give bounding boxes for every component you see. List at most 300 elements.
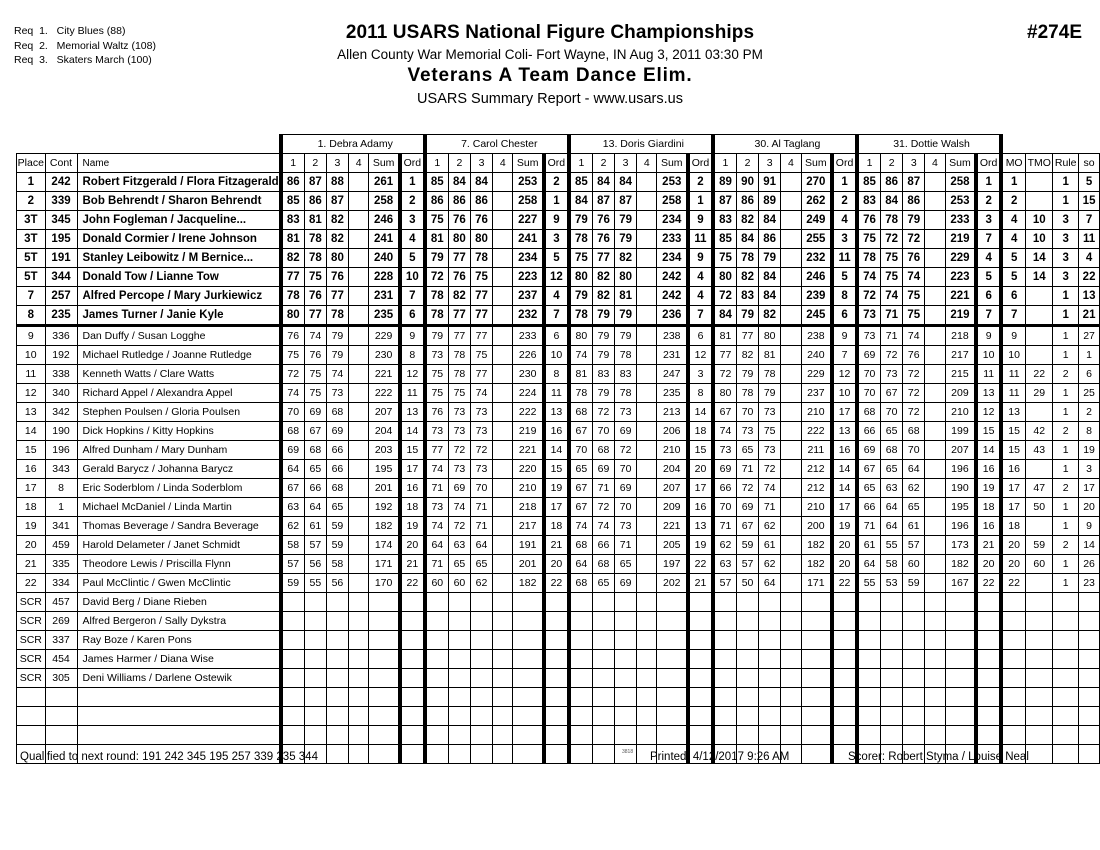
cell-judge-score: 73 [448,422,470,441]
cell-judge-score: 81 [615,287,637,306]
cell-mo: 15 [1001,422,1026,441]
cell-judge-score [493,346,513,365]
cell-judge-sum: 182 [801,536,832,555]
cell-judge-score [615,593,637,612]
cell-judge-score [493,403,513,422]
cell-so: 11 [1079,230,1100,249]
cell-judge-score [493,306,513,326]
cell-judge-score [637,230,657,249]
cell-judge-score: 73 [326,384,348,403]
cell-judge-ord: 7 [544,306,569,326]
cell-judge-score: 53 [881,574,903,593]
cell-cont: 344 [45,268,77,287]
cell-place: 21 [17,555,46,574]
spacer-cell [77,135,281,154]
cell-cont: 334 [45,574,77,593]
cell-rule: 1 [1053,498,1079,517]
cell-judge-ord [688,707,713,726]
col-header-ord: Ord [832,154,857,173]
cell-judge-ord: 1 [400,173,425,192]
cell-judge-score: 79 [592,346,614,365]
cell-judge-score: 71 [881,326,903,346]
table-row[interactable] [17,422,1100,441]
cell-judge-score [569,631,593,650]
cell-judge-score: 84 [448,173,470,192]
cell-judge-score: 80 [713,384,737,403]
cell-mo: 20 [1001,555,1026,574]
cell-judge-score: 77 [425,441,449,460]
cell-judge-score [637,211,657,230]
cell-judge-score: 72 [881,346,903,365]
cell-judge-score: 76 [326,268,348,287]
cell-judge-score: 77 [470,365,492,384]
spacer-cell [1026,135,1053,154]
cell-name [77,688,281,707]
table-row[interactable] [17,460,1100,479]
cell-judge-score: 70 [737,403,759,422]
cell-judge-score [903,593,925,612]
cell-cont: 342 [45,403,77,422]
cell-judge-score [592,631,614,650]
cell-place: 12 [17,384,46,403]
cell-judge-score [925,306,945,326]
cell-judge-score: 61 [304,517,326,536]
cell-tmo [1026,574,1053,593]
cell-judge-score: 59 [281,574,305,593]
table-row[interactable] [17,384,1100,403]
cell-judge-sum [369,612,400,631]
cell-cont: 341 [45,517,77,536]
table-row[interactable] [17,249,1100,268]
cell-judge-sum: 229 [801,365,832,384]
cell-judge-score [925,192,945,211]
table-row[interactable] [17,230,1100,249]
cell-so: 22 [1079,268,1100,287]
cell-judge-score: 75 [470,268,492,287]
col-header-judge-score-1: 1 [281,154,305,173]
cell-place: 3T [17,230,46,249]
cell-judge-sum: 235 [657,384,688,403]
cell-judge-score [493,384,513,403]
cell-judge-score: 78 [425,306,449,326]
cell-judge-score [637,707,657,726]
cell-judge-score: 59 [903,574,925,593]
cell-judge-score [781,479,801,498]
cell-judge-score: 83 [592,365,614,384]
col-header-judge-score-3: 3 [759,154,781,173]
table-row[interactable] [17,268,1100,287]
cell-judge-sum: 190 [945,479,976,498]
cell-judge-ord: 20 [400,536,425,555]
cell-judge-ord: 17 [688,479,713,498]
cell-judge-score: 56 [326,574,348,593]
cell-mo [1001,650,1026,669]
cell-tmo [1026,460,1053,479]
cell-rule: 3 [1053,211,1079,230]
cell-judge-score: 87 [903,173,925,192]
col-header-sum: Sum [657,154,688,173]
cell-judge-score: 72 [713,365,737,384]
cell-judge-score: 87 [326,192,348,211]
cell-judge-score [493,287,513,306]
cell-mo: 15 [1001,441,1026,460]
cell-judge-score: 78 [569,384,593,403]
table-row[interactable] [17,479,1100,498]
cell-cont: 235 [45,306,77,326]
spacer-cell [1001,135,1026,154]
cell-judge-score: 69 [713,460,737,479]
table-row[interactable] [17,403,1100,422]
cell-judge-sum [657,707,688,726]
col-header-judge-score-4: 4 [781,154,801,173]
cell-judge-score: 76 [903,346,925,365]
cell-place: SCR [17,612,46,631]
cell-judge-score: 79 [737,306,759,326]
cell-judge-sum: 182 [945,555,976,574]
cell-judge-score: 74 [569,517,593,536]
cell-cont: 337 [45,631,77,650]
table-row[interactable] [17,669,1100,688]
cell-judge-sum: 174 [369,536,400,555]
cell-judge-score: 89 [759,192,781,211]
table-row[interactable] [17,346,1100,365]
cell-judge-sum: 196 [945,517,976,536]
table-row[interactable] [17,287,1100,306]
cell-judge-score: 80 [281,306,305,326]
cell-judge-score: 86 [281,173,305,192]
cell-judge-score: 77 [281,268,305,287]
col-header-tmo: TMO [1026,154,1053,173]
table-row[interactable] [17,517,1100,536]
cell-judge-sum: 210 [657,441,688,460]
table-row[interactable] [17,612,1100,631]
cell-judge-score [637,631,657,650]
cell-judge-score: 83 [713,211,737,230]
cell-judge-score: 59 [737,536,759,555]
cell-judge-sum: 270 [801,173,832,192]
cell-rule: 3 [1053,230,1079,249]
cell-judge-score: 79 [615,230,637,249]
cell-judge-score [592,612,614,631]
cell-judge-score: 72 [425,268,449,287]
cell-judge-ord: 7 [976,230,1001,249]
cell-so [1079,612,1100,631]
cell-judge-score: 74 [425,460,449,479]
cell-tmo [1026,346,1053,365]
cell-judge-score: 86 [470,192,492,211]
cell-judge-score: 73 [857,326,881,346]
cell-judge-sum: 237 [801,384,832,403]
cell-judge-score: 74 [470,384,492,403]
table-row[interactable] [17,574,1100,593]
cell-judge-score [781,555,801,574]
cell-judge-score: 82 [615,249,637,268]
table-row[interactable] [17,441,1100,460]
cell-judge-score [781,249,801,268]
cell-judge-score [493,574,513,593]
cell-judge-score: 68 [569,403,593,422]
cell-judge-sum: 170 [369,574,400,593]
cell-judge-score [857,631,881,650]
cell-judge-score: 75 [903,287,925,306]
cell-mo: 2 [1001,192,1026,211]
cell-judge-score: 85 [569,173,593,192]
cell-cont: 305 [45,669,77,688]
cell-judge-sum: 261 [369,173,400,192]
cell-judge-ord [544,688,569,707]
cell-place: 9 [17,326,46,346]
cell-judge-score: 88 [326,173,348,192]
cell-judge-score: 74 [903,268,925,287]
cell-judge-score: 69 [615,479,637,498]
cell-judge-score: 78 [737,249,759,268]
cell-judge-score [493,631,513,650]
cell-judge-score: 82 [326,230,348,249]
cell-judge-score [637,555,657,574]
table-row[interactable] [17,192,1100,211]
cell-mo [1001,612,1026,631]
cell-judge-sum [801,593,832,612]
cell-judge-score [493,479,513,498]
cell-judge-score [925,574,945,593]
cell-cont: 454 [45,650,77,669]
cell-judge-sum: 218 [513,498,544,517]
cell-judge-ord: 11 [688,230,713,249]
cell-judge-sum [513,726,544,745]
cell-judge-score [493,268,513,287]
spacer-cell [45,135,77,154]
cell-judge-score: 70 [857,384,881,403]
cell-judge-score [615,726,637,745]
cell-so: 5 [1079,173,1100,192]
cell-judge-sum: 226 [513,346,544,365]
cell-judge-score: 87 [615,192,637,211]
cell-judge-score [759,669,781,688]
cell-rule: 2 [1053,422,1079,441]
cell-judge-score: 77 [592,249,614,268]
cell-judge-ord: 9 [688,211,713,230]
cell-judge-score [304,593,326,612]
table-row[interactable] [17,173,1100,192]
table-row[interactable] [17,536,1100,555]
cell-judge-ord: 2 [688,173,713,192]
cell-judge-score: 80 [759,326,781,346]
table-row[interactable] [17,306,1100,326]
cell-mo [1001,631,1026,650]
cell-judge-score [637,306,657,326]
cell-judge-sum: 240 [801,346,832,365]
cell-judge-score: 77 [448,306,470,326]
cell-cont: 457 [45,593,77,612]
cell-judge-score: 65 [903,498,925,517]
cell-judge-score [493,326,513,346]
cell-judge-score [448,726,470,745]
cell-judge-score: 66 [326,460,348,479]
cell-judge-ord: 22 [544,574,569,593]
cell-judge-score: 75 [448,384,470,403]
cell-judge-score: 79 [326,346,348,365]
table-row[interactable] [17,326,1100,346]
cell-judge-score [713,707,737,726]
cell-judge-score [781,403,801,422]
cell-judge-score: 77 [470,326,492,346]
cell-tmo [1026,403,1053,422]
cell-judge-score: 79 [903,211,925,230]
cell-tmo: 60 [1026,555,1053,574]
cell-judge-ord: 9 [400,326,425,346]
cell-judge-sum [369,593,400,612]
cell-judge-score: 76 [903,249,925,268]
table-row[interactable] [17,688,1100,707]
cell-judge-score [281,688,305,707]
cell-judge-sum [945,707,976,726]
cell-judge-score [493,192,513,211]
cell-name: Theodore Lewis / Priscilla Flynn [77,555,281,574]
cell-place: 19 [17,517,46,536]
cell-judge-ord: 8 [544,365,569,384]
cell-judge-ord: 9 [688,249,713,268]
cell-judge-score: 80 [470,230,492,249]
cell-judge-score [349,688,369,707]
cell-judge-score [737,593,759,612]
judge-panel-header: 7. Carol Chester [425,135,569,154]
cell-judge-ord: 4 [832,211,857,230]
cell-judge-sum: 201 [513,555,544,574]
cell-judge-sum: 229 [369,326,400,346]
cell-tmo [1026,707,1053,726]
cell-judge-score: 70 [615,498,637,517]
cell-judge-ord [832,631,857,650]
cell-judge-score [925,631,945,650]
cell-judge-sum: 195 [945,498,976,517]
table-row[interactable] [17,631,1100,650]
cell-judge-sum: 237 [513,287,544,306]
cell-judge-ord: 19 [400,517,425,536]
cell-name: Robert Fitzgerald / Flora Fitzagerald [77,173,281,192]
cell-judge-sum: 253 [657,173,688,192]
requirement-item: Req 1. City Blues (88) [14,25,126,37]
cell-judge-score: 59 [326,536,348,555]
cell-judge-sum: 230 [513,365,544,384]
cell-judge-score: 70 [903,441,925,460]
cell-judge-score: 67 [713,403,737,422]
cell-place: 18 [17,498,46,517]
cell-judge-score: 64 [857,555,881,574]
table-row[interactable] [17,726,1100,745]
cell-mo: 11 [1001,384,1026,403]
cell-judge-score: 86 [881,173,903,192]
cell-cont: 242 [45,173,77,192]
cell-judge-ord: 4 [688,287,713,306]
cell-judge-score [759,726,781,745]
cell-judge-sum [369,688,400,707]
cell-rule [1053,612,1079,631]
cell-judge-score: 68 [592,441,614,460]
table-row[interactable] [17,211,1100,230]
cell-judge-ord: 22 [832,574,857,593]
cell-judge-score: 73 [737,422,759,441]
cell-judge-ord: 16 [688,498,713,517]
cell-judge-score: 72 [903,384,925,403]
cell-judge-score [781,726,801,745]
cell-name: John Fogleman / Jacqueline... [77,211,281,230]
cell-judge-ord: 17 [544,498,569,517]
cell-judge-score [493,536,513,555]
cell-judge-ord [400,631,425,650]
cell-place: 22 [17,574,46,593]
cell-judge-sum: 247 [657,365,688,384]
cell-judge-score [903,707,925,726]
cell-rule: 2 [1053,536,1079,555]
cell-judge-score [349,612,369,631]
cell-judge-ord: 20 [544,555,569,574]
cell-tmo: 59 [1026,536,1053,555]
table-row[interactable] [17,593,1100,612]
cell-tmo: 29 [1026,384,1053,403]
cell-judge-score: 63 [448,536,470,555]
cell-judge-sum: 262 [801,192,832,211]
cell-judge-score [470,650,492,669]
table-row[interactable] [17,707,1100,726]
cell-judge-score: 78 [448,365,470,384]
cell-judge-score: 78 [326,306,348,326]
cell-judge-score: 81 [569,365,593,384]
cell-judge-score: 68 [304,441,326,460]
cell-judge-sum: 233 [657,230,688,249]
cell-judge-ord [400,650,425,669]
cell-judge-score [304,631,326,650]
table-row[interactable] [17,365,1100,384]
cell-judge-score: 80 [569,268,593,287]
cell-judge-score [713,650,737,669]
table-row[interactable] [17,498,1100,517]
cell-judge-score [615,669,637,688]
cell-judge-score [425,631,449,650]
cell-judge-score [349,498,369,517]
cell-judge-score: 79 [326,326,348,346]
cell-name: Richard Appel / Alexandra Appel [77,384,281,403]
cell-judge-score [569,650,593,669]
cell-judge-sum: 258 [369,192,400,211]
cell-judge-score [349,726,369,745]
table-row[interactable] [17,555,1100,574]
cell-judge-score [903,669,925,688]
cell-judge-score [637,650,657,669]
cell-judge-score: 73 [470,422,492,441]
cell-judge-sum: 221 [513,441,544,460]
cell-judge-score: 75 [470,346,492,365]
cell-judge-sum: 241 [369,230,400,249]
col-header-judge-score-2: 2 [881,154,903,173]
cell-so [1079,707,1100,726]
cell-judge-score: 71 [713,517,737,536]
cell-mo: 16 [1001,460,1026,479]
cell-judge-ord: 11 [400,384,425,403]
cell-judge-score [493,517,513,536]
cell-judge-score: 68 [857,403,881,422]
cell-judge-score: 68 [881,441,903,460]
table-row[interactable] [17,650,1100,669]
cell-judge-score: 65 [569,460,593,479]
cell-judge-score: 71 [470,498,492,517]
cell-judge-ord [688,631,713,650]
cell-judge-score: 62 [713,536,737,555]
cell-judge-score [326,707,348,726]
cell-judge-score [281,593,305,612]
cell-judge-ord: 1 [832,173,857,192]
cell-judge-score: 65 [881,460,903,479]
cell-judge-score: 78 [281,287,305,306]
